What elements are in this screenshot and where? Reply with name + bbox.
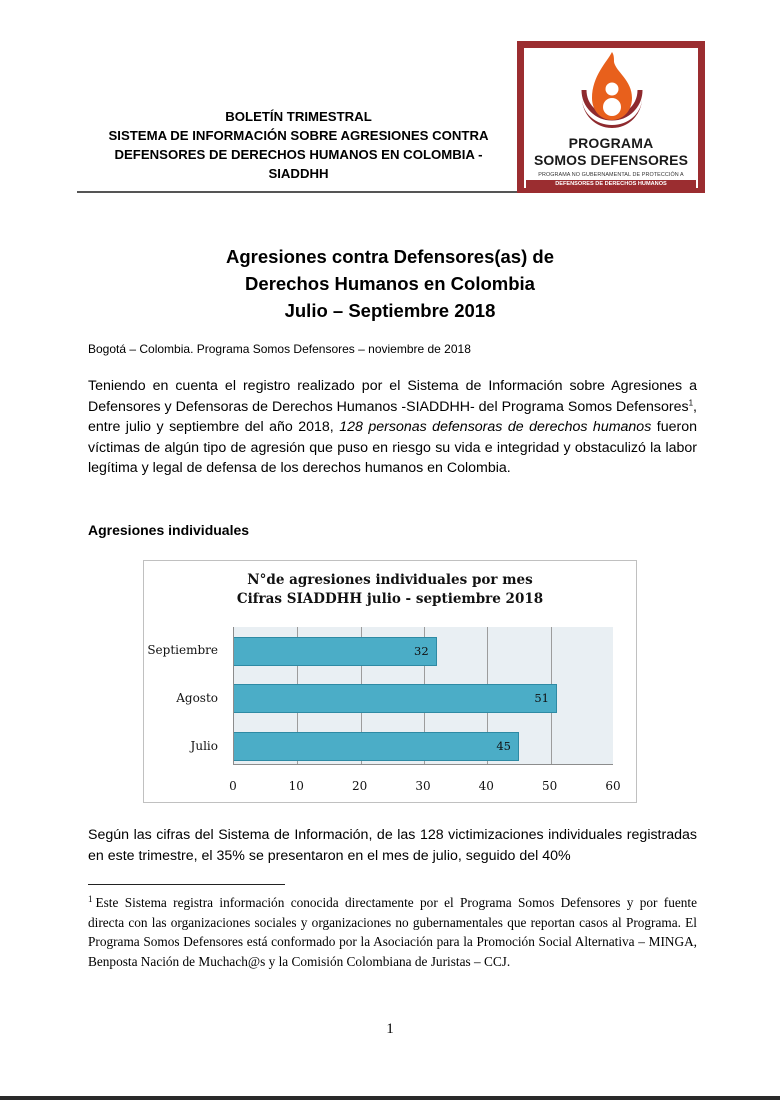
chart-title-line: N°de agresiones individuales por mes bbox=[247, 572, 533, 588]
chart-subtitle-line: Cifras SIADDHH julio - septiembre 2018 bbox=[236, 591, 544, 607]
intro-paragraph bbox=[88, 376, 697, 479]
header-line: DEFENSORES DE DERECHOS HUMANOS EN COLOMBIA - bbox=[114, 147, 483, 162]
page-number: 1 bbox=[386, 1021, 394, 1037]
bar-julio bbox=[234, 732, 519, 761]
bar-value-label: 51 bbox=[534, 691, 549, 705]
x-tick-label: 30 bbox=[415, 779, 431, 793]
intro-text: fueron víctimas de algún tipo de agresión que puso en riesgo su vida e integridad y obstaculizó la labor legítima y legal de defensa de los derechos humanos en Colombia. bbox=[88, 419, 697, 476]
footnote-divider bbox=[88, 884, 285, 885]
logo-title-line1: PROGRAMA bbox=[568, 135, 654, 151]
category-label: Julio bbox=[190, 739, 218, 753]
analysis-paragraph: Según las cifras del Sistema de Información, de las 128 victimizaciones individuales registradas en este trimestre, el 35% se presentaron en el mes de julio, seguido del 40% bbox=[88, 827, 697, 864]
footnote-number: 1 bbox=[88, 893, 93, 904]
footnote-text: Este Sistema registra información conocida directamente por el Programa Somos Defensores y por fuente directa con las organizaciones sociales y organizaciones no gubernamentales que reportan casos al Programa. El Programa Somos Defensores está conformado por la Asociación para la Promoción Social Alternativa – MINGA, Benposta Nación de Muchach@s y la Comisión Colombiana de Juristas – CCJ. bbox=[88, 895, 697, 969]
chart-title bbox=[144, 571, 636, 609]
bulletin-header bbox=[77, 107, 520, 183]
header-divider bbox=[77, 191, 521, 193]
x-tick-label: 0 bbox=[229, 779, 237, 793]
x-tick-label: 50 bbox=[542, 779, 558, 793]
plot-area bbox=[233, 627, 613, 765]
x-tick-label: 20 bbox=[352, 779, 368, 793]
x-tick-label: 60 bbox=[605, 779, 621, 793]
bar-chart bbox=[143, 560, 637, 803]
bar-septiembre bbox=[234, 637, 437, 666]
logo-title-line2: SOMOS DEFENSORES bbox=[533, 152, 689, 168]
intro-text: , entre julio y septiembre del año 2018, bbox=[88, 398, 697, 435]
title-line: Derechos Humanos en Colombia bbox=[245, 273, 535, 294]
title-line: Agresiones contra Defensores(as) de bbox=[226, 246, 554, 267]
bar-agosto bbox=[234, 684, 557, 713]
x-tick-label: 10 bbox=[288, 779, 304, 793]
footnote bbox=[88, 893, 697, 971]
flame-person-icon bbox=[574, 48, 650, 136]
section-heading: Agresiones individuales bbox=[88, 522, 250, 538]
page-title bbox=[130, 243, 650, 324]
bar-value-label: 32 bbox=[414, 644, 429, 658]
intro-emphasis: 128 personas defensoras de derechos humanos bbox=[339, 419, 652, 435]
dateline: Bogotá – Colombia. Programa Somos Defensores – noviembre de 2018 bbox=[88, 342, 471, 356]
x-tick-label: 40 bbox=[478, 779, 494, 793]
category-label: Agosto bbox=[176, 691, 218, 705]
intro-text: Teniendo en cuenta el registro realizado por el Sistema de Información sobre Agresiones a Defensores y Defensoras de Derechos Humanos -SIADDHH- del Programa Somos Defensores bbox=[88, 378, 697, 415]
somos-defensores-logo bbox=[517, 41, 705, 193]
header-line: SISTEMA DE INFORMACIÓN SOBRE AGRESIONES CONTRA bbox=[108, 128, 489, 143]
viewer-bottom-edge bbox=[0, 1096, 780, 1100]
category-label: Septiembre bbox=[147, 643, 218, 657]
header-line: SIADDHH bbox=[268, 166, 329, 181]
logo-banner: DEFENSORES DE DERECHOS HUMANOS bbox=[526, 180, 696, 188]
logo-subtitle: PROGRAMA NO GUBERNAMENTAL DE PROTECCIÓN A bbox=[538, 172, 684, 178]
title-line: Julio – Septiembre 2018 bbox=[284, 300, 496, 321]
bar-value-label: 45 bbox=[496, 739, 511, 753]
header-line: BOLETÍN TRIMESTRAL bbox=[225, 109, 372, 124]
footnote-reference[interactable]: 1 bbox=[688, 397, 694, 407]
